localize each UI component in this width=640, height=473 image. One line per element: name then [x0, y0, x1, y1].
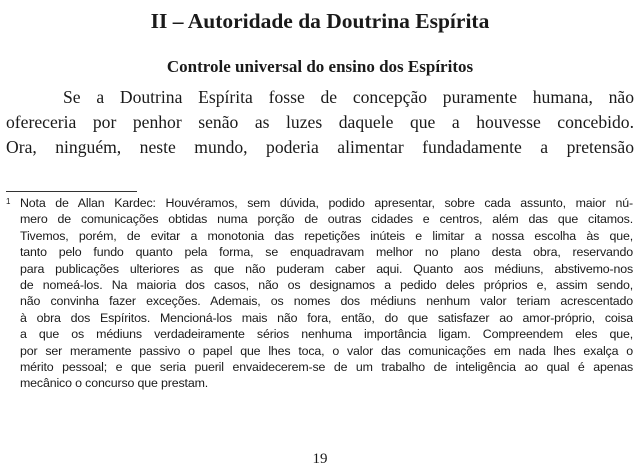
- section-title: Controle universal do ensino dos Espíritos: [166, 57, 474, 76]
- body-line: ofereceria por penhor senão as luzes daquele que a houvesse concebido.: [6, 112, 634, 132]
- footnote-line: mecânico o concurso que prestam.: [20, 376, 209, 391]
- footnote: [6, 195, 634, 392]
- footnote-divider: [6, 191, 137, 192]
- footnote-line: à obra dos Espíritos. Mencioná-los mais não fora, então, do que satisfazer ao amor-próprio, coisa: [20, 310, 633, 325]
- footnote-line: Nota de Allan Kardec: Houvéramos, sem dúvida, podido apresentar, sobre cada assunto, maior nú-: [20, 196, 633, 210]
- body-line: Se a Doutrina Espírita fosse de concepção puramente humana, não: [63, 87, 634, 107]
- footnote-line: para publicações ulteriores as que não puderam caber aqui. Quanto aos médiuns, abstivemo-nos: [20, 261, 633, 276]
- page-number: 19: [312, 451, 328, 467]
- footnote-line: tanto pelo fundo quanto pela forma, se enquadravam melhor no plano desta obra, reservando: [20, 245, 633, 260]
- footnote-line: mérito pessoal; e que seria pueril envaidecerem-se de um trabalho de inteligência ao qual é apenas: [20, 359, 633, 374]
- footnote-line: mero de comunicações obtidas numa porção de outras cidades e centros, além das que citamos.: [20, 212, 633, 227]
- body-line: Ora, ninguém, neste mundo, poderia alimentar fundadamente a pretensão: [6, 137, 634, 157]
- footnote-line: de nomeá-los. Na maioria dos casos, não os designamos a pedido deles próprios e, assim sendo,: [20, 277, 633, 292]
- footnote-marker: 1: [6, 197, 11, 206]
- chapter-title: II – Autoridade da Doutrina Espírita: [150, 9, 490, 33]
- footnote-line: não convinha fazer exceções. Ademais, os nomes dos médiuns nenhum valor teriam acrescentado: [20, 294, 633, 309]
- body-paragraph: [6, 85, 634, 160]
- footnote-line: a que os médiuns verdadeiramente sérios nenhuma importância ligam. Compreendem eles que,: [20, 327, 633, 342]
- footnote-line: Tivemos, porém, de evitar a monotonia das repetições inúteis e limitar a nossa escolha às que,: [20, 228, 633, 243]
- footnote-text: [20, 195, 633, 392]
- footnote-line: por ser meramente passivo o papel que lhes toca, o valor das comunicações em nada lhes exalça o: [20, 343, 633, 358]
